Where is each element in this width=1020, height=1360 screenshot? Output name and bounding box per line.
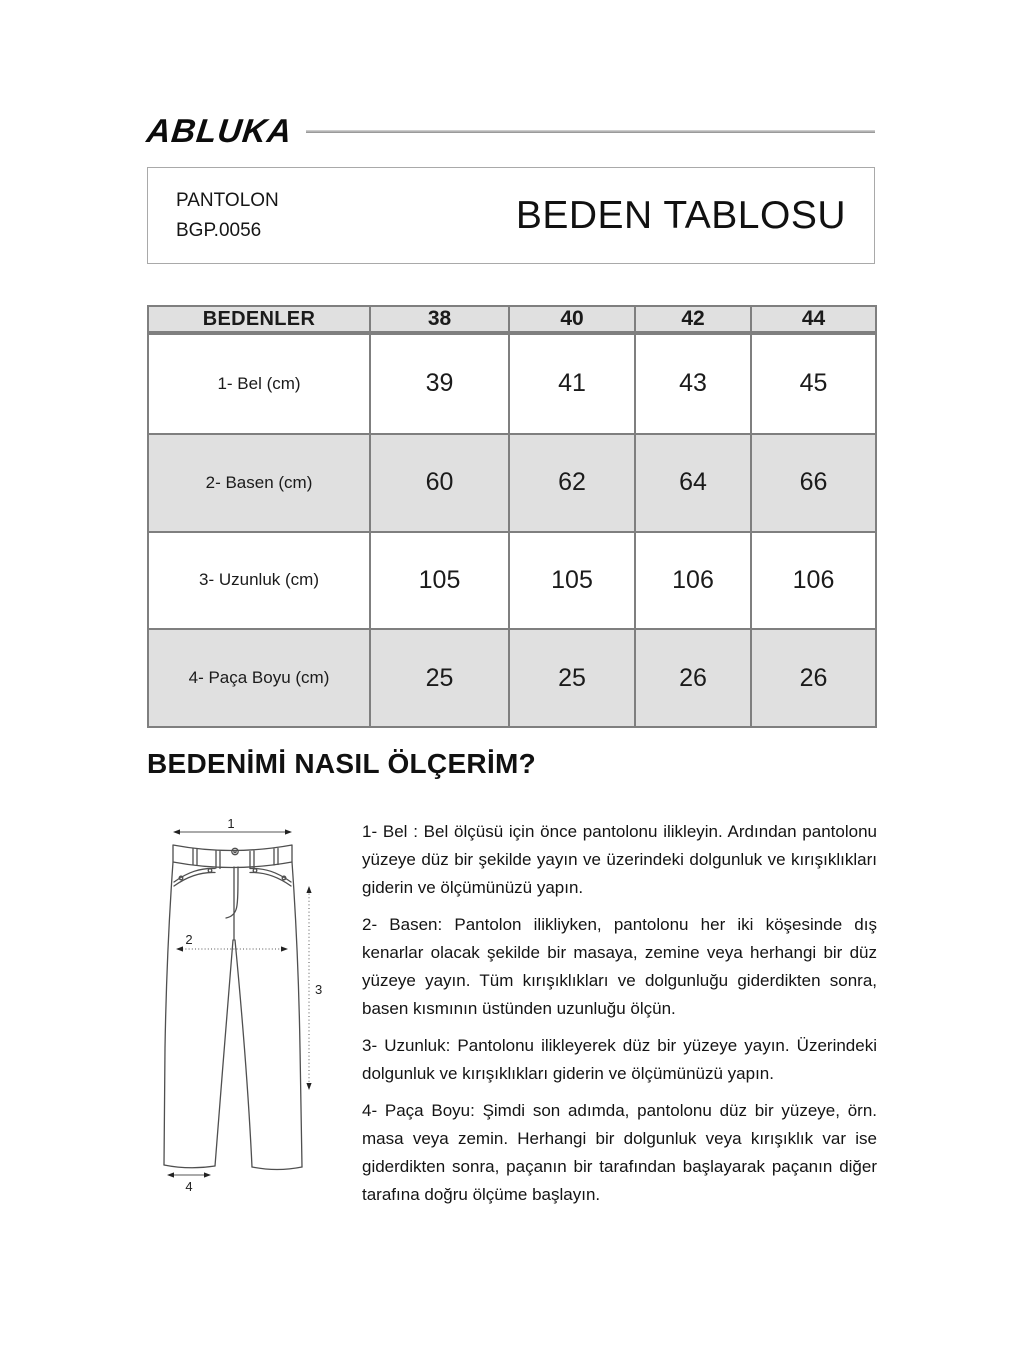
table-cell: 106 <box>751 532 876 630</box>
table-cell: 25 <box>509 629 635 727</box>
size-chart-table <box>147 305 877 728</box>
column-header-bedenler: BEDENLER <box>148 306 370 333</box>
table-cell: 62 <box>509 434 635 532</box>
column-header-size-38: 38 <box>370 306 509 333</box>
column-header-size-42: 42 <box>635 306 751 333</box>
page-title: BEDEN TABLOSU <box>515 193 846 237</box>
column-header-size-44: 44 <box>751 306 876 333</box>
table-cell: 106 <box>635 532 751 630</box>
brand-logo: ABLUKA <box>144 112 295 149</box>
row-label: 3- Uzunluk (cm) <box>148 532 370 630</box>
product-header-box <box>147 167 875 264</box>
measure-section <box>147 818 877 1218</box>
step-bel: 1- Bel : Bel ölçüsü için önce pantolonu ilikleyin. Ardından pantolonu yüzeye düz bir şekilde yayın ve üzerindeki dolgunluk ve kırışıklıkları giderin ve ölçümünüzü yapın. <box>362 822 877 897</box>
table-row-bel <box>148 333 876 434</box>
label-hip: 2 <box>185 932 193 947</box>
label-waist: 1 <box>227 818 235 831</box>
table-row-paca-boyu <box>148 629 876 727</box>
row-label: 2- Basen (cm) <box>148 434 370 532</box>
brand-row <box>144 112 875 149</box>
label-hem: 4 <box>185 1179 193 1194</box>
step-paca-boyu: 4- Paça Boyu: Şimdi son adımda, pantolonu düz bir yüzeye, örn. masa veya zemin. Herhangi bir dolgunluk veya kırışıklık var ise giderdikten sonra, paçanın bir tarafından başlayarak paçanın diğer tarafına doğru ölçüme başlayın. <box>362 1101 877 1204</box>
table-cell: 25 <box>370 629 509 727</box>
table-cell: 43 <box>635 333 751 434</box>
diagram-wrap <box>147 818 362 1218</box>
product-code: BGP.0056 <box>176 219 262 241</box>
table-cell: 105 <box>370 532 509 630</box>
table-cell: 39 <box>370 333 509 434</box>
table-header-row <box>148 306 876 333</box>
row-label: 4- Paça Boyu (cm) <box>148 629 370 727</box>
table-cell: 105 <box>509 532 635 630</box>
measure-instructions <box>362 818 877 1218</box>
table-row-basen <box>148 434 876 532</box>
table-cell: 26 <box>751 629 876 727</box>
label-length: 3 <box>315 982 323 997</box>
pants-outline <box>164 845 302 1170</box>
product-info <box>176 186 279 246</box>
table-cell: 45 <box>751 333 876 434</box>
step-basen: 2- Basen: Pantolon ilikliyken, pantolonu her iki köşesinde dış kenarlar olacak şekilde bir masaya, zemine veya herhangi bir düz yüzeye yayın. Tüm kırışıklıkları ve dolgunluğu giderdikten sonra, basen kısmının üstünden uzunluğu ölçün. <box>362 915 877 1018</box>
pants-diagram <box>160 818 360 1198</box>
brand-rule-line <box>306 130 875 133</box>
table-cell: 60 <box>370 434 509 532</box>
product-type: PANTOLON <box>176 189 279 211</box>
row-label: 1- Bel (cm) <box>148 333 370 434</box>
section-heading: BEDENİMİ NASIL ÖLÇERİM? <box>147 748 537 779</box>
table-row-uzunluk <box>148 532 876 630</box>
table-cell: 26 <box>635 629 751 727</box>
table-cell: 66 <box>751 434 876 532</box>
column-header-size-40: 40 <box>509 306 635 333</box>
table-cell: 41 <box>509 333 635 434</box>
table-cell: 64 <box>635 434 751 532</box>
step-uzunluk: 3- Uzunluk: Pantolonu ilikleyerek düz bir yüzeye yayın. Üzerindeki dolgunluk ve kırışıklıkları giderin ve ölçümünüzü yapın. <box>362 1036 877 1083</box>
